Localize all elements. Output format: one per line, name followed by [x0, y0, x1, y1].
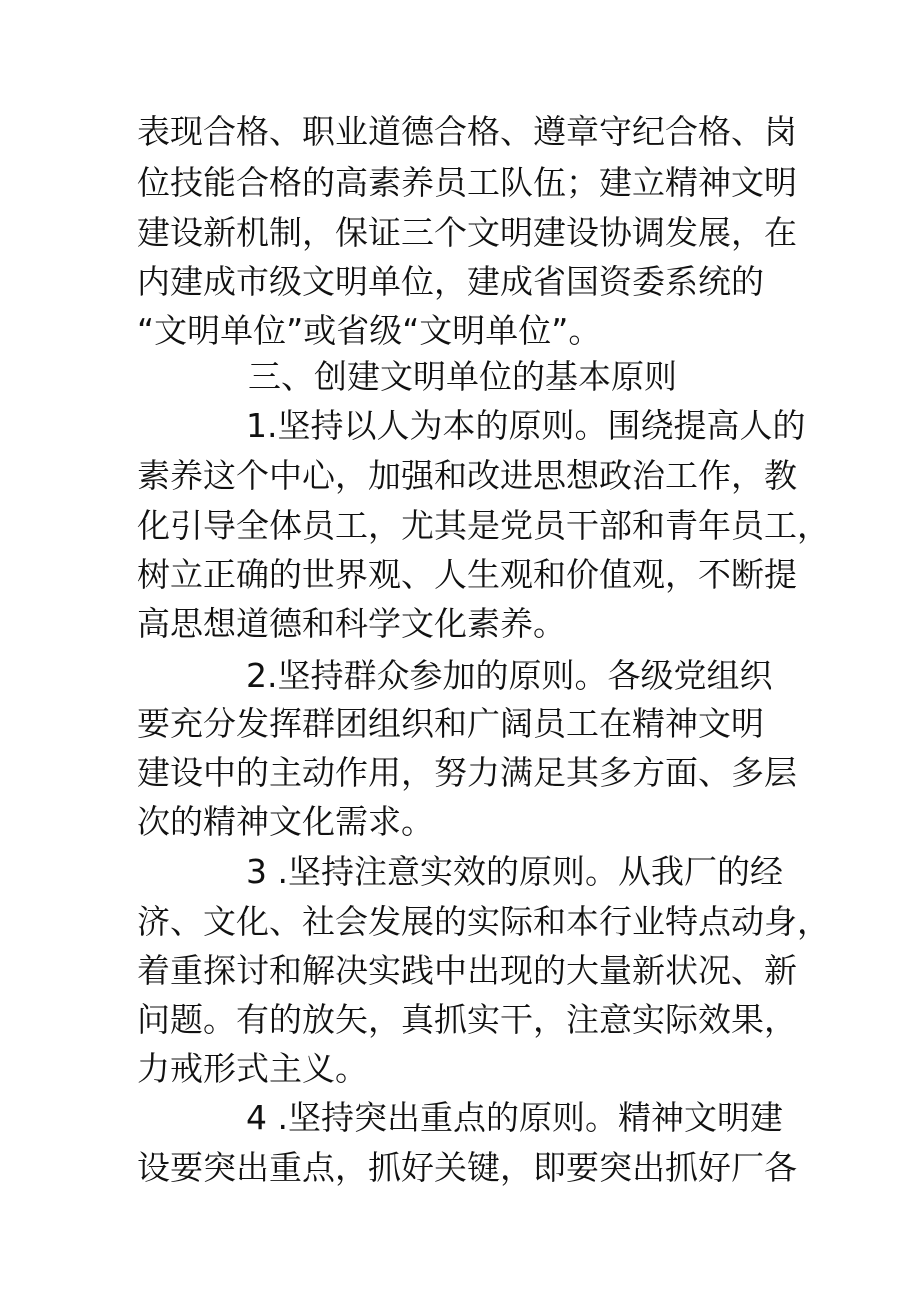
- text-line: 化引导全体员工，尤其是党员干部和青年员工，: [137, 506, 830, 545]
- text-line: 表现合格、职业道德合格、遵章守纪合格、岗: [137, 112, 797, 151]
- text-line: 内建成市级文明单位，建成省国资委系统的: [137, 262, 764, 301]
- text-line: 建设中的主动作用，努力满足其多方面、多层: [137, 753, 797, 792]
- text-line: 树立正确的世界观、人生观和价值观，不断提: [137, 555, 797, 594]
- text-line: 力戒形式主义。: [137, 1049, 368, 1088]
- text-line: 位技能合格的高素养员工队伍；建立精神文明: [137, 163, 797, 202]
- text-line: 次的精神文化需求。: [137, 802, 434, 841]
- text-line: “文明单位”或省级“文明单位”。: [137, 311, 602, 350]
- text-line: 高思想道德和科学文化素养。: [137, 604, 566, 643]
- text-line: 着重探讨和解决实践中出现的大量新状况、新: [137, 951, 797, 990]
- paragraph-first-line: 2.坚持群众参加的原则。各级党组织: [246, 656, 773, 695]
- paragraph-first-line: 3 .坚持注意实效的原则。从我厂的经: [246, 852, 783, 891]
- text-line: 建设新机制，保证三个文明建设协调发展，在: [137, 213, 797, 252]
- text-line: 设要突出重点，抓好关键，即要突出抓好厂各: [137, 1148, 797, 1187]
- text-line: 素养这个中心，加强和改进思想政治工作，教: [137, 456, 797, 495]
- paragraph-first-line: 4 .坚持突出重点的原则。精神文明建: [246, 1098, 783, 1137]
- section-heading: 三、创建文明单位的基本原则: [248, 357, 677, 396]
- paragraph-first-line: 1.坚持以人为本的原则。围绕提高人的: [246, 406, 806, 445]
- text-line: 要充分发挥群团组织和广阔员工在精神文明: [137, 704, 764, 743]
- text-line: 问题。有的放矢，真抓实干，注意实际效果，: [137, 1000, 797, 1039]
- text-line: 济、文化、社会发展的实际和本行业特点动身，: [137, 902, 830, 941]
